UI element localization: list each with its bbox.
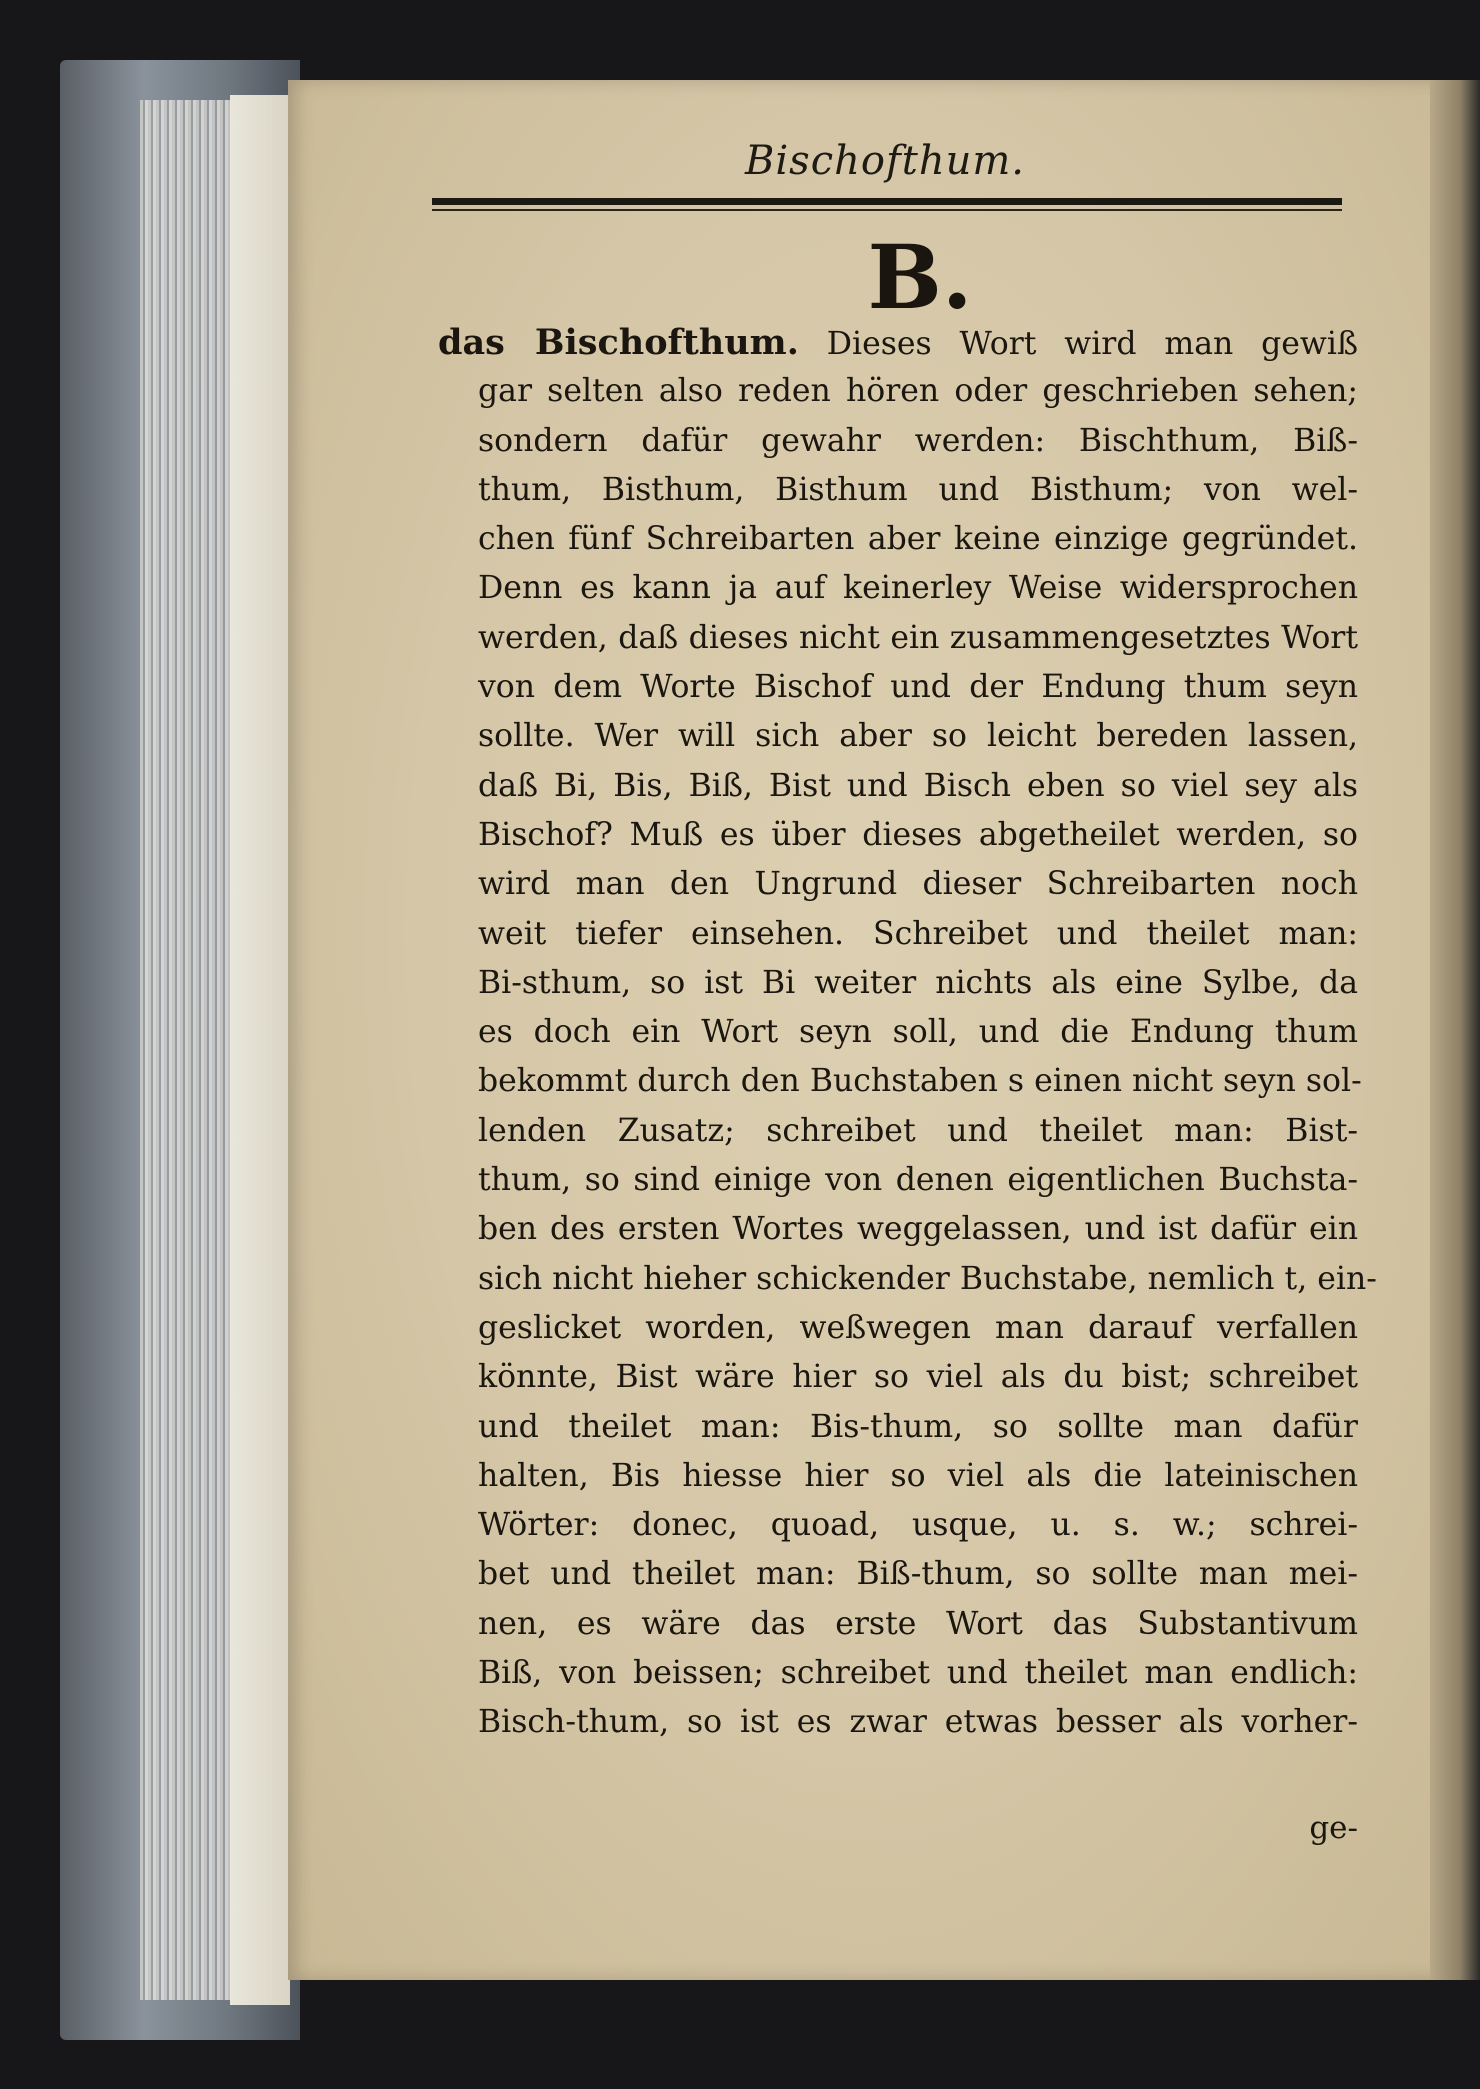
page-gutter xyxy=(1430,80,1480,1980)
text-line: werden, daß dieses nicht ein zusammengesetztes Wort xyxy=(478,619,1358,656)
text-line: bekommt durch den Buchstaben s einen nicht seyn sol- xyxy=(478,1063,1362,1100)
text-line: es doch ein Wort seyn soll, und die Endung thum xyxy=(478,1014,1358,1051)
text-line: daß Bi, Bis, Biß, Bist und Bisch eben so viel sey als xyxy=(478,767,1358,804)
head-rule xyxy=(432,198,1342,205)
text-line: Bi-sthum, so ist Bi weiter nichts als eine Sylbe, da xyxy=(478,964,1358,1001)
text-line: thum, Bisthum, Bisthum und Bisthum; von wel- xyxy=(478,471,1358,508)
first-line-text: Dieses Wort wird man gewiß xyxy=(826,326,1359,362)
text-line: gar selten also reden hören oder geschrieben sehen; xyxy=(478,373,1358,410)
text-line: lenden Zusatz; schreibet und theilet man: Bist- xyxy=(478,1112,1358,1149)
text-line: sollte. Wer will sich aber so leicht bereden lassen, xyxy=(478,718,1358,755)
text-line: und theilet man: Bis-thum, so sollte man dafür xyxy=(478,1408,1358,1445)
text-line: Bischof? Muß es über dieses abgetheilet werden, so xyxy=(478,816,1358,853)
text-line: ben des ersten Wortes weggelassen, und ist dafür ein xyxy=(478,1211,1358,1248)
text-line: bet und theilet man: Biß-thum, so sollte man mei- xyxy=(478,1556,1358,1593)
text-line: chen fünf Schreibarten aber keine einzige gegründet. xyxy=(478,521,1358,558)
section-letter: B. xyxy=(867,225,973,329)
first-line xyxy=(438,318,1358,367)
text-line: Wörter: donec, quoad, usque, u. s. w.; schrei- xyxy=(478,1507,1358,1544)
text-line: halten, Bis hiesse hier so viel als die lateinischen xyxy=(478,1457,1358,1494)
text-line: von dem Worte Bischof und der Endung thum seyn xyxy=(478,669,1358,706)
text-line: sondern dafür gewahr werden: Bischthum, Biß- xyxy=(478,422,1358,459)
text-line: nen, es wäre das erste Wort das Substantivum xyxy=(478,1605,1358,1642)
text-line: Biß, von beissen; schreibet und theilet man endlich: xyxy=(478,1655,1358,1692)
text-line: sich nicht hieher schickender Buchstabe, nemlich t, ein- xyxy=(478,1260,1377,1297)
page-edges-inner xyxy=(230,95,290,2005)
body-text xyxy=(438,318,1377,1748)
text-line: thum, so sind einige von denen eigentlichen Buchsta- xyxy=(478,1162,1358,1199)
text-line: Bisch-thum, so ist es zwar etwas besser als vorher- xyxy=(478,1704,1358,1741)
text-line: könnte, Bist wäre hier so viel als du bist; schreibet xyxy=(478,1359,1358,1396)
text-line: weit tiefer einsehen. Schreibet und theilet man: xyxy=(478,915,1358,952)
catchword: ge- xyxy=(1309,1810,1358,1846)
lemma: das Bischofthum. xyxy=(438,322,799,363)
text-line: geslicket worden, weßwegen man darauf verfallen xyxy=(478,1309,1358,1346)
running-head: Bischofthum. xyxy=(744,138,1025,184)
head-rule-thin xyxy=(432,209,1342,211)
text-line: wird man den Ungrund dieser Schreibarten noch xyxy=(478,866,1358,903)
text-line: Denn es kann ja auf keinerley Weise widersprochen xyxy=(478,570,1358,607)
